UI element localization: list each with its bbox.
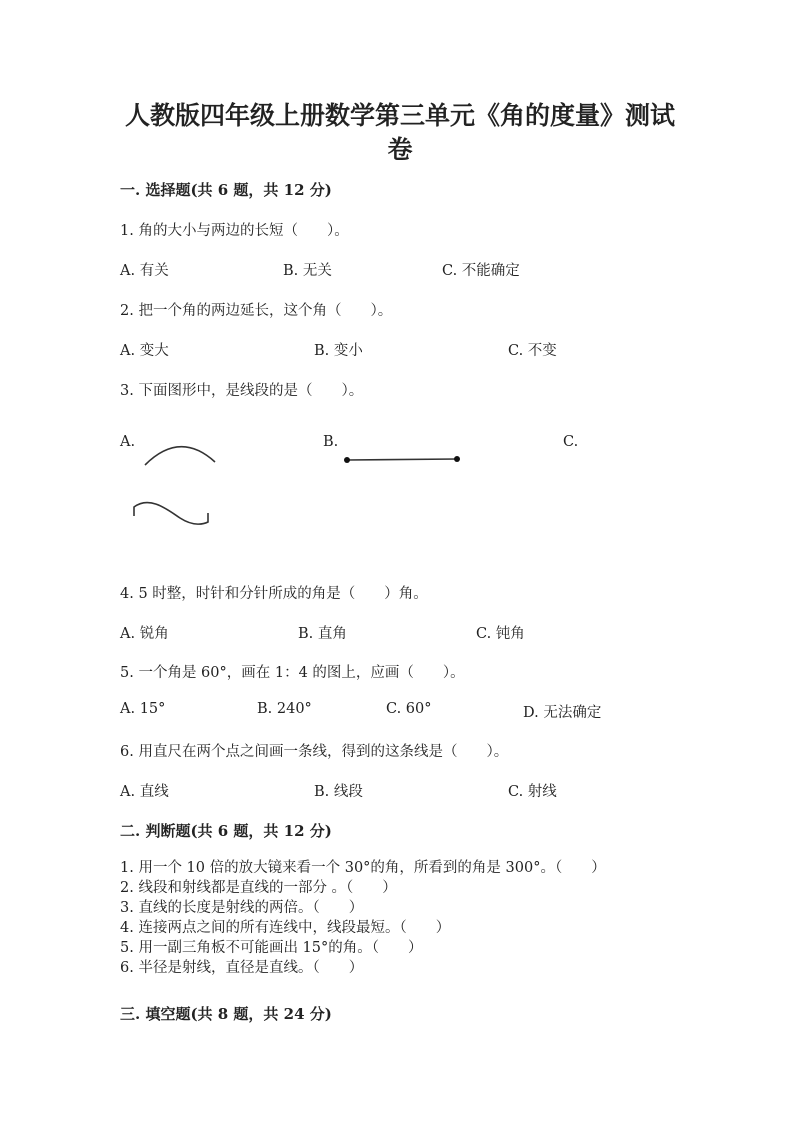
choice-q3-option-b: B.: [323, 434, 339, 450]
judge-question-1: 1. 用一个 10 倍的放大镜来看一个 30°的角，所看到的角是 300°。（ ）: [120, 860, 606, 876]
choice-q3-option-c: C.: [563, 434, 579, 450]
page-title-continued: 卷: [387, 135, 413, 164]
choice-q1-option-c: C. 不能确定: [442, 263, 520, 279]
choice-q4-option-c: C. 钝角: [476, 626, 525, 642]
section-heading-choice: 一. 选择题(共 6 题，共 12 分): [120, 181, 332, 199]
choice-q6-option-c: C. 射线: [508, 784, 557, 800]
choice-q5-option-d: D. 无法确定: [523, 705, 602, 721]
choice-q6-option-a: A. 直线: [120, 784, 169, 800]
choice-question-5: 5. 一个角是 60°，画在 1：4 的图上，应画（ ）。: [120, 665, 465, 681]
choice-q5-option-c: C. 60°: [386, 701, 432, 717]
choice-q4-option-b: B. 直角: [298, 626, 347, 642]
judge-question-3: 3. 直线的长度是射线的两倍。（ ）: [120, 900, 364, 916]
choice-q2-option-a: A. 变大: [120, 343, 169, 359]
choice-question-1: 1. 角的大小与两边的长短（ ）。: [120, 223, 349, 239]
choice-q5-option-a: A. 15°: [120, 701, 166, 717]
choice-q5-option-b: B. 240°: [257, 701, 312, 717]
choice-q1-option-a: A. 有关: [120, 263, 169, 279]
choice-question-6: 6. 用直尺在两个点之间画一条线，得到的这条线是（ ）。: [120, 744, 509, 760]
line-segment-figure: [340, 450, 465, 470]
choice-q6-option-b: B. 线段: [314, 784, 363, 800]
page-title: 人教版四年级上册数学第三单元《角的度量》测试: [124, 101, 675, 130]
judge-question-4: 4. 连接两点之间的所有连线中，线段最短。（ ）: [120, 920, 451, 936]
choice-q2-option-c: C. 不变: [508, 343, 557, 359]
section-heading-fill: 三. 填空题(共 8 题，共 24 分): [120, 1005, 332, 1023]
choice-q1-option-b: B. 无关: [283, 263, 332, 279]
choice-q3-option-a: A.: [120, 434, 136, 450]
section-heading-judge: 二. 判断题(共 6 题，共 12 分): [120, 822, 332, 840]
arc-curve-figure: [140, 440, 220, 470]
choice-question-3: 3. 下面图形中，是线段的是（ ）。: [120, 383, 364, 399]
wavy-curve-figure: [128, 500, 213, 530]
choice-question-4: 4. 5 时整，时针和分针所成的角是（ ）角。: [120, 586, 428, 602]
judge-question-2: 2. 线段和射线都是直线的一部分 。（ ）: [120, 880, 397, 896]
choice-q2-option-b: B. 变小: [314, 343, 363, 359]
choice-question-2: 2. 把一个角的两边延长，这个角（ ）。: [120, 303, 393, 319]
judge-question-5: 5. 用一副三角板不可能画出 15°的角。（ ）: [120, 940, 423, 956]
choice-q4-option-a: A. 锐角: [120, 626, 169, 642]
judge-question-6: 6. 半径是射线，直径是直线。（ ）: [120, 960, 364, 976]
